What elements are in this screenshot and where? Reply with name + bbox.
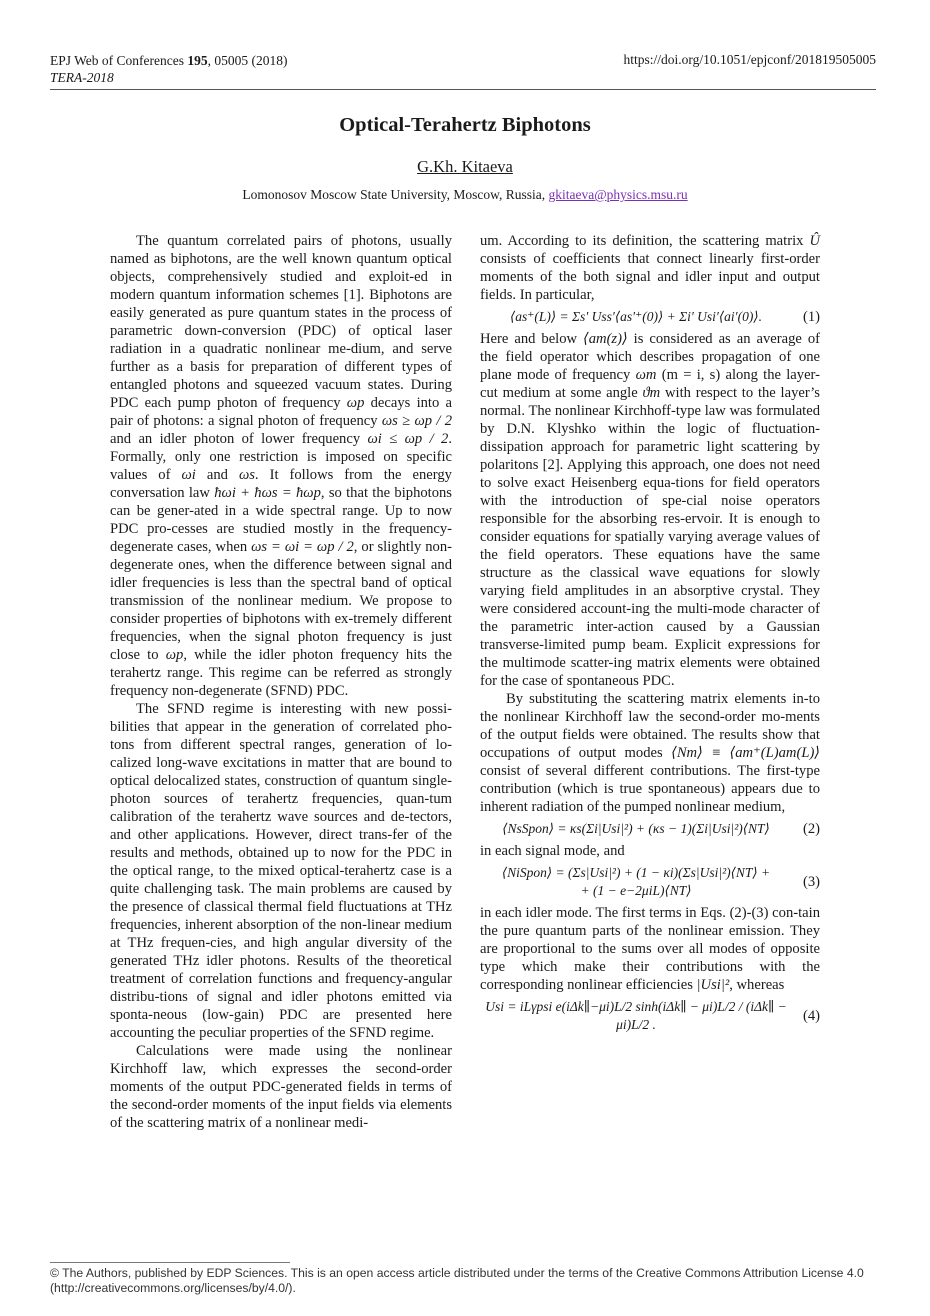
text-run: By substituting the scattering matrix elements in-to the nonlinear Kirchhoff law the second-order mo-ments of the output fields were obtained. The results show that occupations of output modes bbox=[480, 691, 820, 761]
math-omega-i: ωi bbox=[181, 467, 196, 483]
journal-name: EPJ Web of Conferences bbox=[50, 53, 188, 68]
text-run: and an idler photon of lower frequency bbox=[110, 431, 368, 447]
footer-divider bbox=[50, 1262, 290, 1263]
author-email-link[interactable]: gkitaeva@physics.msu.ru bbox=[548, 187, 688, 202]
paragraph-kirchhoff bbox=[480, 330, 820, 690]
doi-link[interactable]: https://doi.org/10.1051/epjconf/201819505005 bbox=[623, 52, 876, 67]
text-run: , so that the biphotons can be gener-ated in a wide spectral range. Up to now PDC pro-cesses are studied mostly in the frequency-degenerate cases, when bbox=[110, 485, 452, 555]
header-divider bbox=[50, 89, 876, 90]
equation-number: (4) bbox=[802, 1008, 820, 1024]
right-column bbox=[480, 232, 820, 1038]
text-run: consist of several different contributions. The first-type contribution (which is true spontaneous) appears due to inherent radiation of the pumped nonlinear medium, bbox=[480, 763, 820, 815]
paragraph-calculations: Calculations were made using the nonlinear Kirchhoff law, which expresses the second-order moments of the output PDC-generated fields in terms of the second-order moments of the input fields via elements of the scattering matrix of a nonlinear medi- bbox=[110, 1043, 452, 1131]
equation-body: ⟨NsSpon⟩ = κs(Σi|Usi|²) + (κs − 1)(Σi|Usi|²)⟨NT⟩ bbox=[502, 821, 770, 836]
journal-volume: 195 bbox=[187, 53, 208, 68]
text-run: and bbox=[195, 467, 239, 483]
paragraph-sfnd: The SFND regime is interesting with new possi-bilities that appear in the generation of correlated pho-tons from different spectral ranges, generation of lo-calized long-wave excitations in matter that are bound to optical delocalized states, construction of quantum single-photon sources of terahertz frequencies, quan-tum calibration of the terahertz wave sources and de-tectors, and other applications. However, direct trans-fer of the results and methods, obtained up to now for the PDC in the optical range, to the mixed optical-terahertz case is a quite challenging task. The main problems are caused by the presence of classical thermal field fluctuations at THz frequencies, inherent absorption of the non-linear medium at THz frequen-cies, and high angular diversity of the generated THz idler photons. Results of the theoretical treatment of correlation functions and frequency-angular distribu-tions of signal and idler photons emitted via sponta-neous (low-gain) PDC are presented here accounting the peculiar properties of the SFND regime. bbox=[110, 701, 452, 1041]
text-run: , or slightly non-degenerate ones, when the difference between signal and idler frequencies is less than the spectral band of optical transmission of the nonlinear medium. We propose to consider properties of biphotons with ex-tremely different frequencies, when the signal photon frequency is just close to bbox=[110, 539, 452, 663]
math-omega-p: ωp bbox=[165, 647, 184, 663]
math-omega-s: ωs bbox=[238, 467, 255, 483]
paragraph-intro bbox=[110, 232, 452, 700]
paragraph-idler-mode bbox=[480, 904, 820, 994]
author-name[interactable]: G.Kh. Kitaeva bbox=[417, 157, 513, 176]
affiliation bbox=[0, 187, 930, 203]
equation-line: ⟨NiSpon⟩ = (Σs|Usi|²) + (1 − κi)(Σs|Usi|²)⟨NT⟩ + bbox=[501, 865, 771, 880]
left-column bbox=[110, 232, 452, 1132]
equation-2 bbox=[480, 820, 820, 838]
math-Nm: ⟨Nm⟩ ≡ ⟨am⁺(L)am(L)⟩ bbox=[671, 745, 820, 761]
text-run: decays into a pair of photons: a signal photon of frequency bbox=[110, 395, 452, 429]
text-run: The quantum correlated pairs of photons, usually named as biphotons, are the well known quantum optical objects, comprehensively studied and exploit-ed in modern quantum information schemes [1]. Biphotons are easily generated as pure quantum states in the process of parametric down-conversion (PDC) of optical laser radiation in a quadratic nonlinear me-dium, and serve further as a basis for preparation of different types of entangled photons and squeezed vacuum states. During PDC each pump photon of frequency bbox=[110, 233, 452, 411]
equation-number: (3) bbox=[802, 874, 820, 890]
paragraph-signal-mode: in each signal mode, and bbox=[480, 843, 625, 859]
running-header-left bbox=[50, 52, 288, 86]
math-Usi-squared: |Usi|² bbox=[696, 977, 730, 993]
equation-4 bbox=[480, 998, 820, 1034]
math-U-hat: Û bbox=[809, 233, 820, 249]
equation-number: (2) bbox=[802, 821, 820, 837]
equation-body: Usi = iLγpsi e(iΔk∥−μi)L/2 sinh(iΔk∥ − μi)L/2 / (iΔk∥ − μi)L/2 . bbox=[485, 999, 787, 1032]
math-energy-law: ħωi + ħωs = ħωp bbox=[214, 485, 321, 501]
text-run: is considered as an average of the field operator which describes propagation of one plane mode of frequency bbox=[480, 331, 820, 383]
paper-title: Optical-Terahertz Biphotons bbox=[339, 114, 591, 136]
math-degenerate: ωs = ωi = ωp / 2 bbox=[251, 539, 354, 555]
text-run: Here and below bbox=[480, 331, 584, 347]
equation-body: ⟨as⁺(L)⟩ = Σs′ Uss′⟨as′⁺(0)⟩ + Σi′ Usi′⟨ai′(0)⟩. bbox=[510, 309, 762, 324]
equation-line: + (1 − e−2μiL)⟨NT⟩ bbox=[580, 883, 692, 898]
equation-1 bbox=[480, 308, 820, 326]
license-footer: © The Authors, published by EDP Sciences. This is an open access article distributed under the terms of the Creative Commons Attribution License 4.0 (http://creativecommons.org/licenses/by/4.0/). bbox=[50, 1266, 864, 1295]
math-theta-m: ϑm bbox=[642, 385, 661, 401]
equation-body bbox=[480, 864, 792, 900]
equation-number: (1) bbox=[802, 309, 820, 325]
article-number: , 05005 (2018) bbox=[207, 53, 288, 68]
math-signal-relation: ωs ≥ ωp / 2 bbox=[381, 413, 452, 429]
paragraph-scattering-matrix bbox=[480, 232, 820, 304]
math-omega-p: ωp bbox=[346, 395, 365, 411]
paragraph-occupations bbox=[480, 690, 820, 816]
text-run: . It follows from the energy conversation law bbox=[110, 467, 452, 501]
text-run: . Formally, only one restriction is imposed on specific values of bbox=[110, 431, 452, 483]
conference-name: TERA-2018 bbox=[50, 70, 114, 85]
text-run: , while the idler photon frequency hits the terahertz range. This regime can be referred as strongly frequency non-degenerate (SFND) PDC. bbox=[110, 647, 452, 699]
math-am: ⟨am(z)⟩ bbox=[583, 331, 628, 347]
text-run: with respect to the layer’s normal. The nonlinear Kirchhoff-type law was formulated by D.N. Klyshko within the logic of fluctuation-dissipation approach for parametric light scattering by polaritons [2]. Applying this approach, one does not need to solve exact Heisenberg equa-tions for field operators with the introduction of spe-cial noise operators responsible for the absorbing res-ervoir. It is enough to consider equations for spatially varying average values of the field operators. These equations have the same structure as the classical wave equations for slowly varying field amplitudes in an absorptive crystal. They were considered account-ing the multi-mode character of the parametric inter-action caused by a Gaussian transverse-limited pump beam. Explicit expressions for the multimode scatter-ing matrix elements were obtained for the case of spontaneous PDC. bbox=[480, 385, 820, 689]
text-run: um. According to its definition, the scattering matrix bbox=[480, 233, 810, 249]
affiliation-text: Lomonosov Moscow State University, Moscow, Russia, bbox=[242, 187, 549, 202]
text-run: in each idler mode. The first terms in Eqs. (2)-(3) con-tain the pure quantum parts of the nonlinear emission. They are proportional to the sums over all modes of opposite type which make their contributions with the corresponding nonlinear efficiencies bbox=[480, 905, 820, 993]
math-omega-m: ωm bbox=[635, 367, 657, 383]
text-run: , whereas bbox=[729, 977, 785, 993]
math-m-set: (m = i, s) bbox=[661, 367, 721, 383]
equation-3 bbox=[480, 864, 820, 900]
math-idler-relation: ωi ≤ ωp / 2 bbox=[367, 431, 449, 447]
text-run: consists of coefficients that connect linearly first-order moments of the both signal and idler input and output fields. In particular, bbox=[480, 251, 820, 303]
text-run: along the layer-cut medium at some angle bbox=[480, 367, 820, 401]
